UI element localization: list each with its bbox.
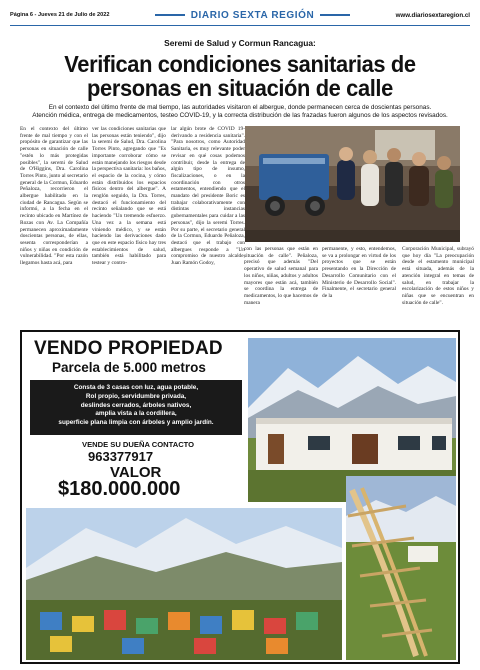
page-info: Página 6 - Jueves 21 de Julio de 2022 [10, 12, 110, 18]
article-column-5: permanente, y esto, entendemos, se va a prolongar en virtud de los proyectos que se están presentando en la Dirección de Desarrollo Comunitario con el Ministerio de Desarrollo Social". Finalmente, el secretario general de la [322, 246, 396, 299]
article-kicker: Seremi de Salud y Cormun Rancagua: [164, 38, 316, 48]
masthead [155, 10, 351, 21]
ad-desc-line-1: Consta de 3 casas con luz, agua potable, [73, 384, 199, 391]
ad-description [30, 380, 242, 435]
ad-subtitle: Parcela de 5.000 metros [52, 360, 206, 375]
article-column-4: con las personas que están en situación de calle". Peñaloza, precisó que además "Del operativo de salud semanal para los niños, niñas, adultos y adultos mayores que están acá, también se coordina la entrega de medicamentos, lo que hacemos de manera [244, 246, 318, 306]
ad-desc-line-4: amplia vista a la cordillera, [95, 410, 177, 418]
ad-phone-number[interactable]: 963377917 [88, 449, 154, 464]
masthead-rule-left [155, 14, 185, 16]
headline-line-1: Verifican condiciones sanitarias de [64, 51, 416, 77]
classified-ad [20, 330, 460, 664]
article-column-6: Corporación Municipal, subrayó que hoy día "La preocupación desde el estamento municipal está situada, además de la atención integral en temas de salud, en trabajar la escolarización de estos niños y niñas que se encuentran en situación de calle". [402, 246, 474, 306]
ad-contact-label: VENDE SU DUEÑA CONTACTO [82, 440, 195, 449]
ad-desc-line-3: deslindes cerrados, árboles nativos, [80, 401, 192, 409]
ad-fence-photo [346, 476, 456, 660]
paper-name: DIARIO SEXTA REGIÓN [190, 9, 315, 21]
article-headline [35, 52, 444, 100]
article-lede [20, 104, 460, 120]
ad-title: VENDO PROPIEDAD [34, 338, 223, 359]
website-link[interactable]: www.diariosextaregion.cl [395, 11, 470, 19]
page-header [10, 6, 470, 24]
article-column-2: ver las condiciones sanitarias que las personas están teniendo", dijo la seremi de Salud, Dra. Carolina Torres Pinto, agregando que "Es importante corroborar cómo se están manejando los riesgos desde la perspectiva sanitaria: los baños, el espacio de la cocina, y cómo están distribuidos los espacios físicos dentro del albergue". A renglón seguido, la Dra. Torres, destacó el funcionamiento del recinto señalando que se está haciendo "Un tremendo esfuerzo. Una vez a la semana está viniendo médico, y se están haciendo las derivaciones dado que en este espacio físico hay tres establecimientos de salud, también está habilitado para testear y contro- [92, 126, 166, 267]
masthead-rule-right [320, 14, 350, 16]
ad-desc-line-2: Rol propio, servidumbre privada, [85, 392, 187, 400]
ad-price: $180.000.000 [58, 478, 181, 500]
header-divider [10, 25, 470, 26]
lede-line-2: Atención médica, entrega de medicamentos, testeo COVID-19, y la correcta distribución de las frazadas fueron algunos de los aspectos revisados. [32, 112, 448, 119]
ad-value-label: VALOR [110, 464, 162, 481]
article-column-3: lar algún brote de COVID 19- derivando a residencia sanitaria". "Para nosotros, como Autoridad Sanitaria, es muy relevante poder revisar en qué cosas podemos contribuir, desde la entrega de algún tipo de insumo, fiscalizaciones, o en la coordinación con otros estamentos, entendiendo que el mandato del presidente Boric es trabajar colaborativamente con distintas instancias gubernamentales para cuidar a las personas", dijo la seremi Torres. Por su parte, el secretario general de la Cormun, Eduardo Peñaloza, destacó que el trabajo con albergues responde a "Un compromiso de nuestro alcalde, Juan Ramón Godoy, [171, 126, 245, 267]
article-photo [245, 126, 460, 242]
ad-beehives-photo [26, 508, 342, 660]
article-column-1: En el contexto del último frente de mal tiempo y con el propósito de garantizar que las personas en situación de calle "estén lo más protegidas posibles", la seremi de Salud de O'Higgins, Dra. Carolina Torres Pinto, junto al secretario general de la Cormun, Eduardo Peñaloza, recorrieron el albergue habilitado en la ciudad de Rancagua. Según se informó, a la fecha en el recinto ubicado en Martínez de Rozas con Av. La Compañía permanecen aproximadamente doscientas personas, de ellas, sesenta corresponderían a niños y niñas en condición de vulnerabilidad. "Por esta razón llegamos hasta acá, para [20, 126, 88, 267]
headline-line-2: personas en situación de calle [87, 75, 393, 101]
lede-line-1: En el contexto del último frente de mal tiempo, las autoridades visitaron el albergue, donde permanecen cerca de doscientas personas. [48, 104, 432, 111]
ad-desc-line-5: superficie plana limpia con árboles y amplio jardín. [58, 419, 214, 427]
